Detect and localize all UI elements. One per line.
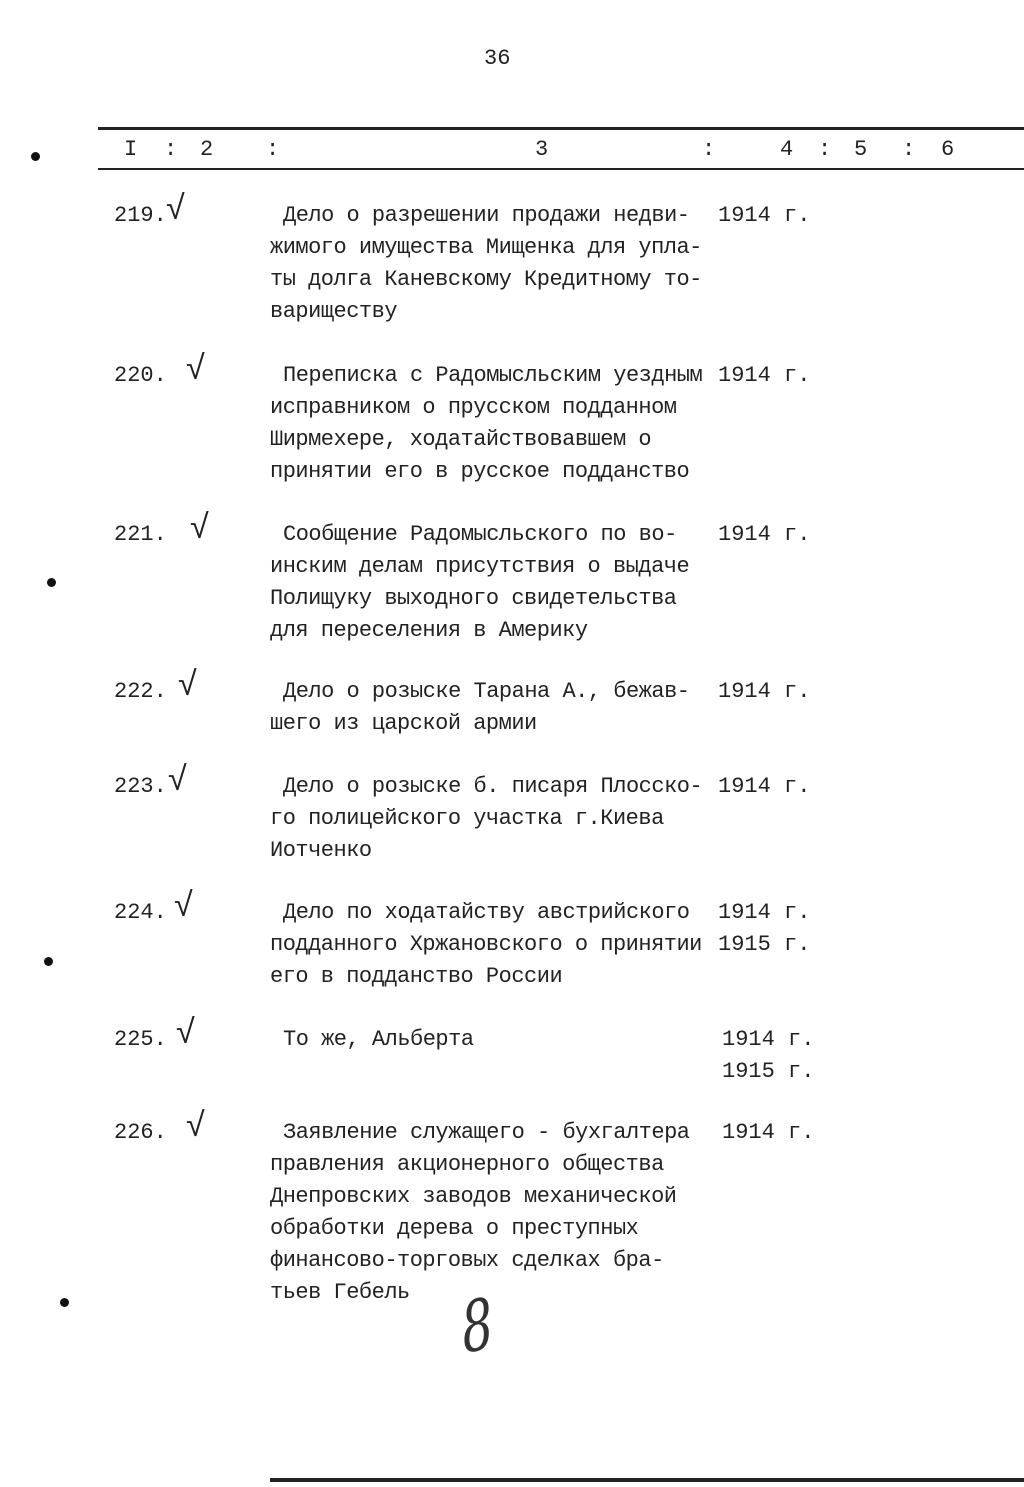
row-description: Дело о розыске б. писаря Плосско- го полицейского участка г.Киева Иотченко <box>270 774 703 863</box>
header-sep: : <box>266 137 280 162</box>
row-number: 220. <box>114 363 167 388</box>
punch-hole-mark <box>44 957 53 966</box>
check-mark: √ <box>174 885 193 925</box>
header-top-rule <box>98 127 1024 130</box>
header-sep: : <box>818 137 832 162</box>
punch-hole-mark <box>47 578 56 587</box>
row-description: Переписка с Радомысльским уездным исправником о прусском подданном Ширмехере, ходатайствовавшем о принятии его в русское подданство <box>270 363 703 484</box>
row-number: 225. <box>114 1027 167 1052</box>
check-mark: √ <box>178 664 197 704</box>
header-col-3: 3 <box>535 137 549 162</box>
row-year: 1914 г. <box>718 203 811 228</box>
punch-hole-mark <box>60 1298 69 1307</box>
check-mark: √ <box>190 507 209 547</box>
row-number: 221. <box>114 522 167 547</box>
check-mark: √ <box>186 1105 205 1145</box>
row-description: Заявление служащего - бухгалтера правления акционерного общества Днепровских заводов механической обработки дерева о преступных финансово-торговых сделках бра- тьев Гебель <box>270 1120 690 1305</box>
punch-hole-mark <box>31 152 40 161</box>
row-number: 222. <box>114 679 167 704</box>
header-col-5: 5 <box>854 137 868 162</box>
row-number: 219. <box>114 203 167 228</box>
row-description: Дело о разрешении продажи недви- жимого имущества Мищенка для упла- ты долга Каневскому Кредитному то- вариществу <box>270 203 702 324</box>
row-description: Дело по ходатайству австрийского подданного Хржановского о принятии его в подданство России <box>270 900 702 989</box>
row-number: 223. <box>114 774 167 799</box>
row-year: 1914 г. <box>722 1120 815 1145</box>
header-sep: : <box>164 137 178 162</box>
row-year: 1914 г. <box>718 522 811 547</box>
row-description: То же, Альберта <box>283 1027 474 1052</box>
header-sep: : <box>702 137 716 162</box>
check-mark: √ <box>176 1012 195 1052</box>
row-description: Сообщение Радомысльского по во- инским делам присутствия о выдаче Полищуку выходного свидетельства для переселения в Америку <box>270 522 690 643</box>
row-year: 1914 г. 1915 г. <box>722 1027 815 1084</box>
page-number: 36 <box>484 46 511 71</box>
row-year: 1914 г. <box>718 679 811 704</box>
check-mark: √ <box>166 188 185 228</box>
handwritten-mark: 8 <box>457 1282 497 1370</box>
row-description: Дело о розыске Тарана А., бежав- шего из царской армии <box>270 679 690 736</box>
check-mark: √ <box>186 348 205 388</box>
bottom-rule <box>270 1478 1024 1482</box>
row-number: 226. <box>114 1120 167 1145</box>
row-year: 1914 г. <box>718 774 811 799</box>
header-sep: : <box>902 137 916 162</box>
row-year: 1914 г. 1915 г. <box>718 900 811 957</box>
header-bottom-rule <box>98 168 1024 170</box>
header-col-2: 2 <box>200 137 214 162</box>
row-year: 1914 г. <box>718 363 811 388</box>
check-mark: √ <box>168 759 187 799</box>
header-col-4: 4 <box>780 137 794 162</box>
row-number: 224. <box>114 900 167 925</box>
header-col-1: I <box>124 137 138 162</box>
header-col-6: 6 <box>941 137 955 162</box>
